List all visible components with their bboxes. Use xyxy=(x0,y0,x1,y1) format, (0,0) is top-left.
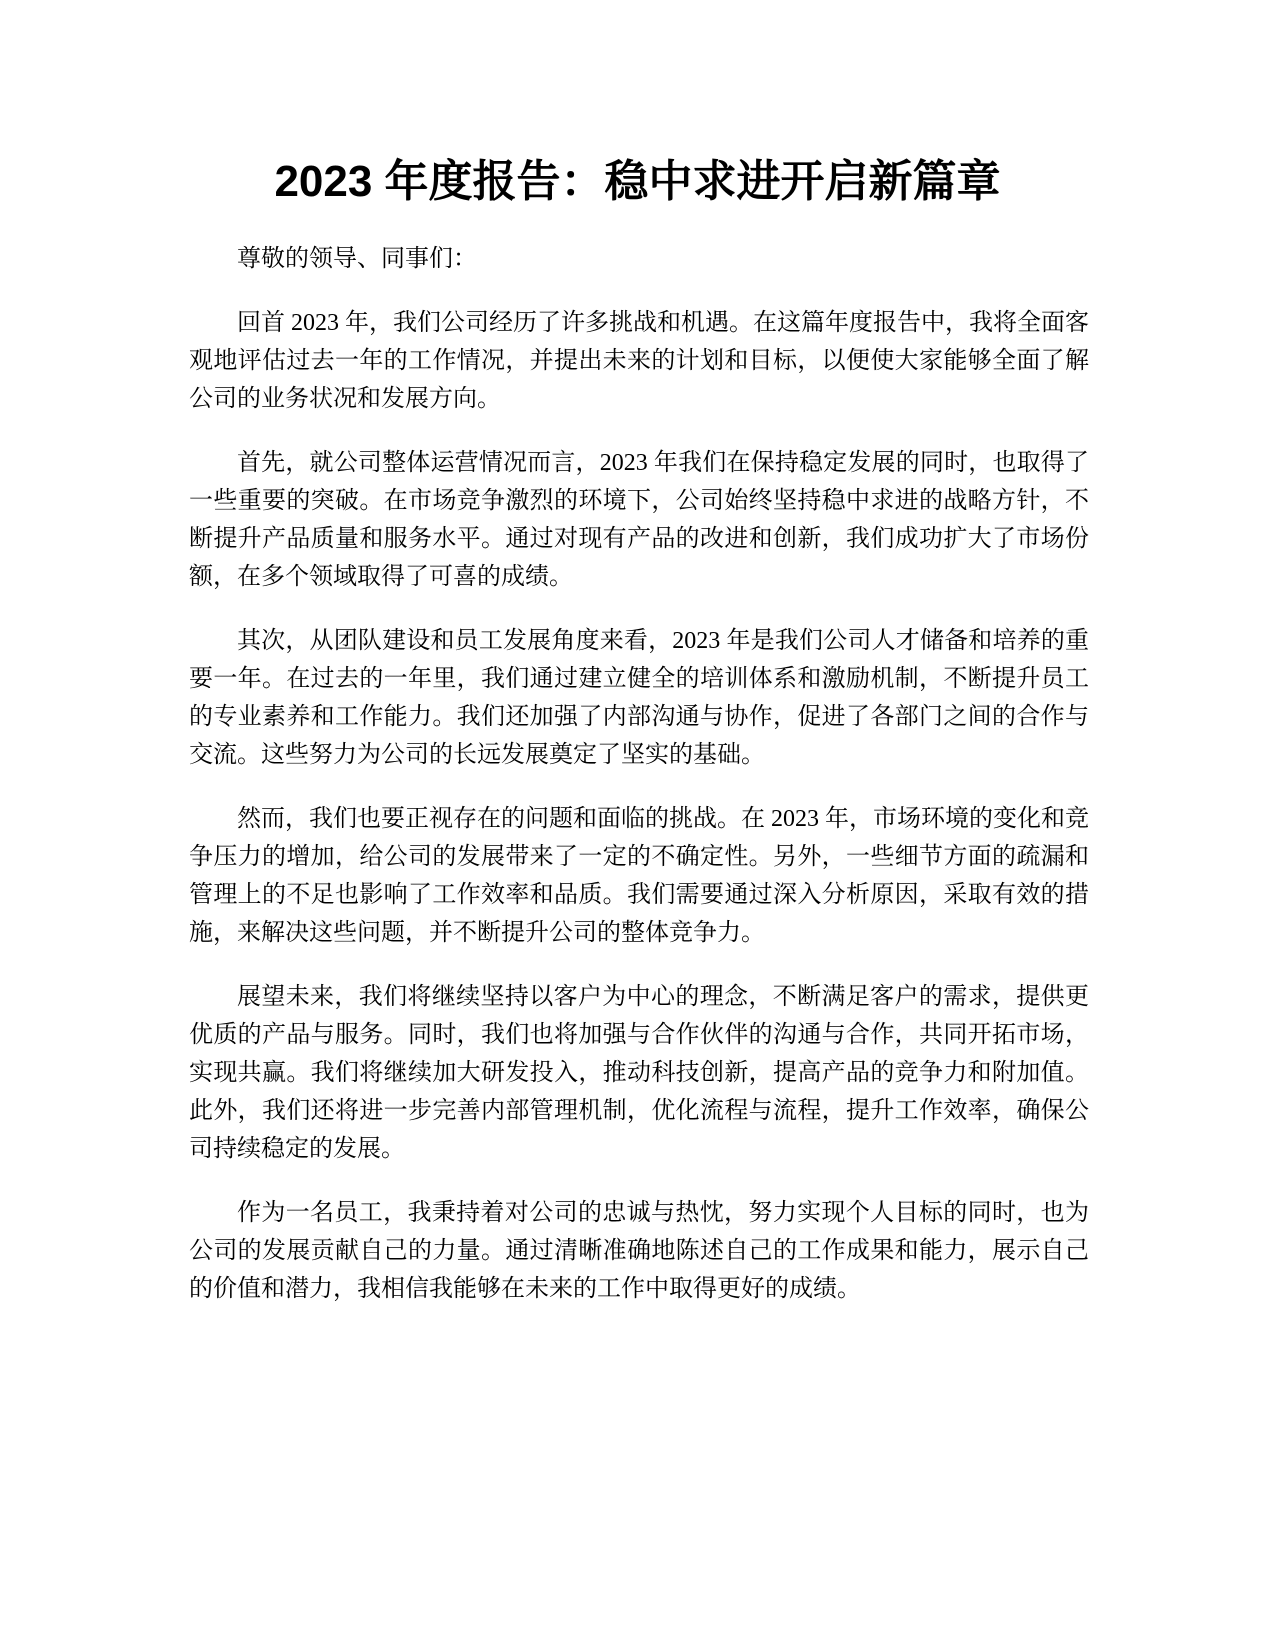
document-body xyxy=(189,240,1089,1334)
paragraph-operations: 首先，就公司整体运营情况而言，2023 年我们在保持稳定发展的同时，也取得了一些重要的突破。在市场竞争激烈的环境下，公司始终坚持稳中求进的战略方针，不断提升产品质量和服务水平。通过对现有产品的改进和创新，我们成功扩大了市场份额，在多个领域取得了可喜的成绩。 xyxy=(189,450,1089,590)
paragraph-salutation: 尊敬的领导、同事们： xyxy=(237,246,477,272)
paragraph-challenges: 然而，我们也要正视存在的问题和面临的挑战。在 2023 年，市场环境的变化和竞争压力的增加，给公司的发展带来了一定的不确定性。另外，一些细节方面的疏漏和管理上的不足也影响了工作效率和品质。我们需要通过深入分析原因，采取有效的措施，来解决这些问题，并不断提升公司的整体竞争力。 xyxy=(189,806,1089,946)
paragraph-outlook: 展望未来，我们将继续坚持以客户为中心的理念，不断满足客户的需求，提供更优质的产品与服务。同时，我们也将加强与合作伙伴的沟通与合作，共同开拓市场，实现共赢。我们将继续加大研发投入，推动科技创新，提高产品的竞争力和附加值。此外，我们还将进一步完善内部管理机制，优化流程与流程，提升工作效率，确保公司持续稳定的发展。 xyxy=(189,984,1089,1162)
document-title: 2023 年度报告：稳中求进开启新篇章 xyxy=(274,157,1001,206)
paragraph-personal: 作为一名员工，我秉持着对公司的忠诚与热忱，努力实现个人目标的同时，也为公司的发展贡献自己的力量。通过清晰准确地陈述自己的工作成果和能力，展示自己的价值和潜力，我相信我能够在未来的工作中取得更好的成绩。 xyxy=(189,1200,1089,1302)
paragraph-intro: 回首 2023 年，我们公司经历了许多挑战和机遇。在这篇年度报告中，我将全面客观地评估过去一年的工作情况，并提出未来的计划和目标，以便使大家能够全面了解公司的业务状况和发展方向。 xyxy=(189,310,1089,412)
paragraph-team: 其次，从团队建设和员工发展角度来看，2023 年是我们公司人才储备和培养的重要一年。在过去的一年里，我们通过建立健全的培训体系和激励机制，不断提升员工的专业素养和工作能力。我们还加强了内部沟通与协作，促进了各部门之间的合作与交流。这些努力为公司的长远发展奠定了坚实的基础。 xyxy=(189,628,1089,768)
